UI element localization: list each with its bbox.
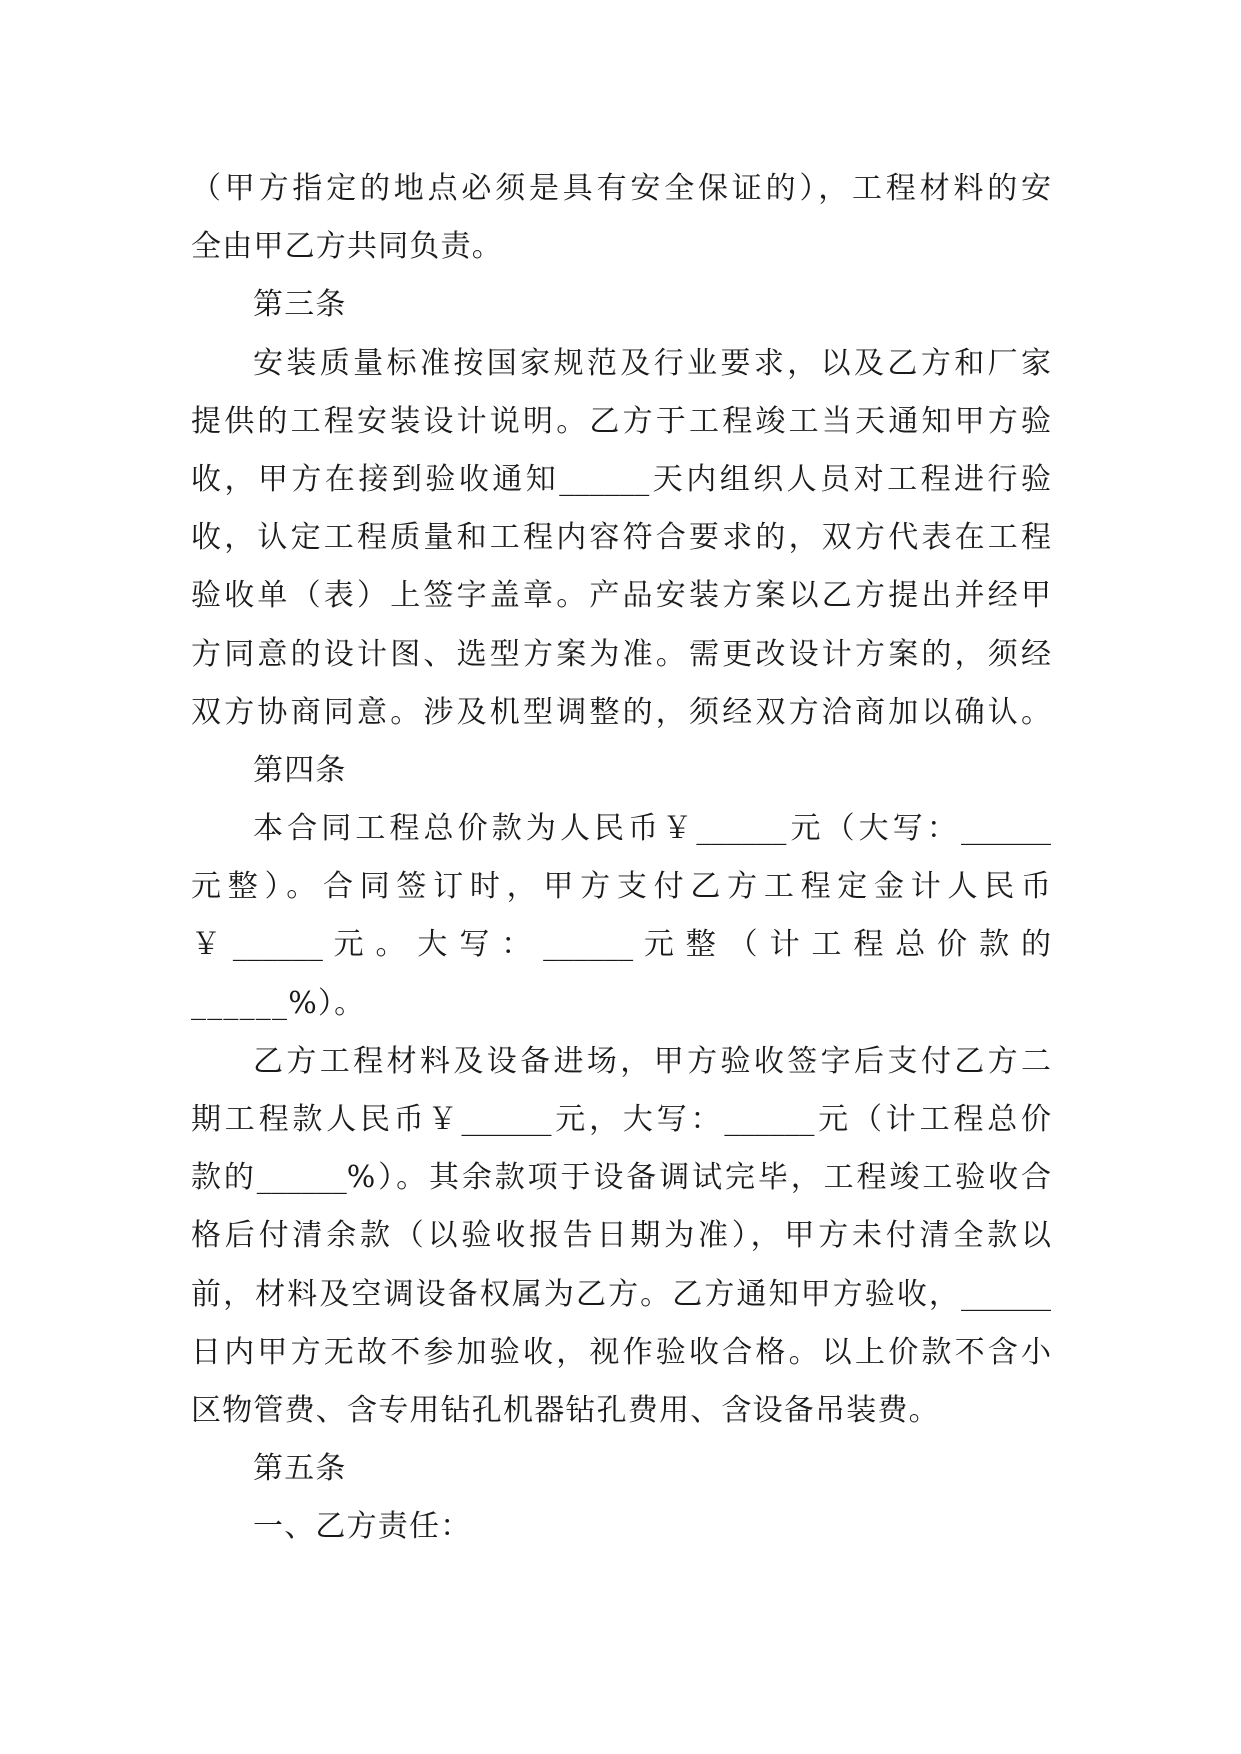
paragraph-line: 前，材料及空调设备权属为乙方。乙方通知甲方验收，______: [191, 1276, 1051, 1312]
paragraph-line: （甲方指定的地点必须是具有安全保证的），工程材料的安: [191, 171, 1051, 206]
paragraph-line: 格后付清余款（以验收报告日期为准），甲方未付清全款以: [191, 1218, 1051, 1254]
paragraph-line: 全由甲乙方共同负责。: [191, 229, 503, 265]
paragraph-line: 本合同工程总价款为人民币￥______元（大写：______: [253, 811, 1051, 847]
paragraph-line: 收，认定工程质量和工程内容符合要求的，双方代表在工程: [191, 520, 1051, 556]
article-heading: 第四条: [253, 752, 347, 788]
paragraph-line: 方同意的设计图、选型方案为准。需更改设计方案的，须经: [191, 636, 1051, 672]
paragraph-line: 双方协商同意。涉及机型调整的，须经双方洽商加以确认。: [191, 694, 1051, 730]
paragraph-line: 元整）。合同签订时，甲方支付乙方工程定金计人民币: [191, 869, 1051, 905]
paragraph-line: 提供的工程安装设计说明。乙方于工程竣工当天通知甲方验: [191, 403, 1051, 439]
section-heading: 一、乙方责任：: [253, 1509, 472, 1545]
paragraph-line: 验收单（表）上签字盖章。产品安装方案以乙方提出并经甲: [191, 578, 1051, 614]
contract-body: [191, 160, 1051, 1557]
paragraph-line: 区物管费、含专用钻孔机器钻孔费用、含设备吊装费。: [191, 1392, 940, 1428]
paragraph-line: 收，甲方在接到验收通知______天内组织人员对工程进行验: [191, 461, 1051, 497]
paragraph-line: 日内甲方无故不参加验收，视作验收合格。以上价款不含小: [191, 1334, 1051, 1370]
paragraph-line: 期工程款人民币￥______元，大写：______元（计工程总价: [191, 1102, 1051, 1137]
paragraph-line: 款的______%）。其余款项于设备调试完毕，工程竣工验收合: [191, 1160, 1051, 1196]
paragraph-line: 乙方工程材料及设备进场，甲方验收签字后支付乙方二: [253, 1043, 1051, 1079]
article-heading: 第五条: [253, 1451, 347, 1487]
paragraph-line: ￥ ______ 元 。 大 写 ： ______ 元 整 （ 计 工 程 总 价 款 的: [191, 927, 1051, 963]
paragraph-line: ______%）。: [191, 985, 366, 1021]
article-heading: 第三条: [253, 287, 347, 323]
paragraph-line: 安装质量标准按国家规范及行业要求，以及乙方和厂家: [253, 345, 1051, 381]
